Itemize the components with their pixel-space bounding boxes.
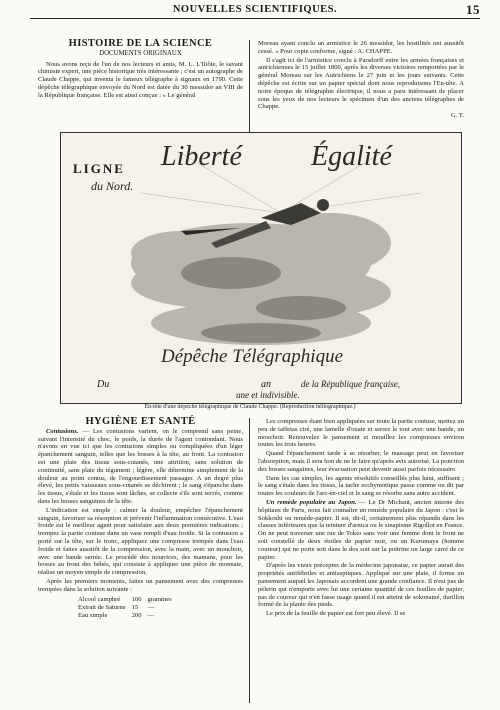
history-continuation-p2: Il s'agit ici de l'armistice conclu à Parsdorff entre les armées françaises et autrichiennes le 15 juillet 1800, après les diverses victoires remportées par le général Moreau sur les Autrichiens le 27 juin et les jours suivants. Cette dépêche est écrite sur un papier spécial dont nous reproduisons l'En-tête. A notre époque de télégraphie électrique, il nous a paru intéressant de placer sous les yeux de nos lecteurs le spécimen d'un des anciens télégraphes de Chappe. [258,56,464,111]
liberte-text: Liberté [161,141,242,172]
column-rule-bottom [249,418,250,703]
hygiene-article [38,418,243,622]
column-rule-top [249,40,250,132]
recipe-unit: — [147,603,155,611]
recipe-qty: 200 [131,611,142,619]
hygiene-continuation [258,418,464,619]
hygiene-right-p3: Dans les cas simples, les agents résolutifs conseillés plus haut, suffisent ; le sang s'étale dans les tissus, la tache ecchymotique passe comme on dit par toutes les couleurs de l'arc-en-ciel et le sang se résorbe sans autre accident. [258,474,464,498]
hygiene-p3: Après les premiers moments, faites un pansement avec des compresses trempées dans la solution suivante : [38,577,243,593]
hygiene-right-p1: Les compresses étant bien appliquées sur toute la partie contuse, mettez un peu de taffetas ciré, une lamelle d'ouate et serrez le tout avec une bande, un mouchoir. Renouvelez le pansement et mouillez les compresses environ toutes les trois heures. [258,418,464,449]
du-nord-text: du Nord. [91,179,134,193]
history-continuation [258,40,464,121]
hygiene-heading: HYGIÈNE ET SANTÉ [85,416,196,427]
history-signature: G. T. [450,112,464,120]
recipe-name: Extrait de Saturne [78,603,126,611]
history-continuation-p1: Moreau ayant conclu un armistice le 26 messidor, les hostilités ont aussitôt cessé. » Pour copie conforme, signé : A. CHAPPE. [258,40,464,55]
an-text: an [261,379,271,390]
figure-caption: En-tête d'une dépêche télégraphique de Claude Chappe. (Reproduction héliographique.) [144,404,356,410]
recipe-name: Alcool camphré [78,595,121,603]
recipe-row [78,604,178,612]
recipe-qty: 100 [131,595,142,603]
history-heading: HISTOIRE DE LA SCIENCE [68,38,213,49]
history-paragraph: Nous avons reçu de l'un de nos lecteurs et amis, M. L. L'Iliôte, le savant chimiste expert, une pièce historique très intéressante ; c'est un autographe de Claude Chappe, qui inventa le fameux télégraphe à signaux en 1790. Cette dépêche télégraphique envoyée du Nord est datée du 30 messidor an VIII de la République française. Elle est ainsi conçue : « Le général [38,60,243,99]
recipe-qty: 15 [131,603,139,611]
recipe-row [78,596,178,604]
depeche-text: Dépêche Télégraphique [161,346,344,367]
history-article [38,40,243,101]
ligne-text: LIGNE [73,161,125,176]
recipe-name: Eau simple [78,611,108,619]
du-text: Du [97,379,110,390]
egalite-text: Égalité [311,141,392,172]
hygiene-p2: L'indication est simple : calmer la douleur, empêcher l'épanchement sanguin, favoriser sa résorption et prévenir l'inflammation consécutive. L'eau froide est le meilleur agent pour satisfaire aux deux premières indications ; trempez la partie contuse dans un vase rempli d'eau froide. Si la contusion a porté sur la tête, sur le tronc, appliquez une compresse trempée dans l'eau froide et faites aussitôt de la compression, avec la main, avec un mouchoir, avec une bande serrée. Le procédé des nourrices, des mamans, pour les bosses au front des bébés, qui consiste à appliquer une pièce de monnaie, réalise un moyen simple de compression. [38,506,243,577]
hygiene-right-p6: Le prix de la feuille de papier est fort peu élevé. Il se [266,610,406,618]
republique-text: de la République française, [301,379,400,389]
recipe-table [78,596,178,620]
running-header [30,4,480,19]
japan-remedy-lead: Un remède populaire au Japon. [266,498,357,506]
history-subheading: DOCUMENTS ORIGINAUX [99,49,182,57]
japan-remedy-text: — Le Dr Michaut, ancien interne des hôpitaux de Paris, nous fait connaître un remède populaire du Japon : c'est le Sokkoshi ou remède-papier. Il est, dit-il, certainement plus répandu dans les classes inférieures que la teinture d'arnica ou le sinapisme Rigollot en France. On ne peut traverser une rue de Tokio sans voir une femme dont le front ne soit constellé de deux étoiles de papier noir, ou un Kurumaya (homme coureur) qui ne porte soit dans le dos soit sur la poitrine un large carré de ce papier. [258,498,464,561]
recipe-unit: — [147,611,155,619]
hygiene-right-p2: Quand l'épanchement tarde à se résorber, le massage peut en favoriser l'absorption, mais il sera bon de ne le faire qu'après avis autorisé. La ponction des bosses sanguines, leur évacuation peut devenir aussi parfois nécessaire. [258,450,464,473]
recipe-unit: grammes [147,595,172,603]
contusions-lead: Contusions. [46,427,79,435]
une-indivisible-text: une et indivisible. [236,390,300,400]
hygiene-right-p5: D'après les vieux préceptes de la médecine japonaise, ce papier aurait des propriétés antifébriles et antiseptiques. Appliqué sur une plaie, il forme un pansement auquel les Japonais accordent une grande confiance. Il n'est pas de pèlerin qui n'emporte avec lui une certaine quantité de ces feuilles de papier, pas de coureur qui n'en fasse usage quand il est atteint de sokonamé, durillon formé de la plante des pieds. [258,562,464,609]
header-title: NOUVELLES SCIENTIFIQUES. [172,4,338,15]
telegraph-letterhead-figure [60,132,462,404]
recipe-row [78,612,178,620]
page-number: 15 [466,2,480,17]
contusions-text: — Les contusions varient, on le comprend sans peine, suivant l'intensité du choc, le poids, la durée de l'agent contondant. Nous n'avons en vue ici que les contusions simples ou compliquées d'un léger épanchement sanguin, telles que les bosses à la tête, au front. La contusion est une plaie des tissus sous-cutanés, une attrition, sans solution de continuité, sans plaie du tégument ; légère, elle détermine simplement de la douleur au point contus, de l'engourdissement passager. A un degré plus élevé, les petits vaisseaux sous-cutanés se déchirent ; le sang s'épanche dans les tissus, s'étale et les tissus sont lâches, se collecte s'ils sont serrés, comme dans les bosses sanguines de la tête. [38,427,243,505]
